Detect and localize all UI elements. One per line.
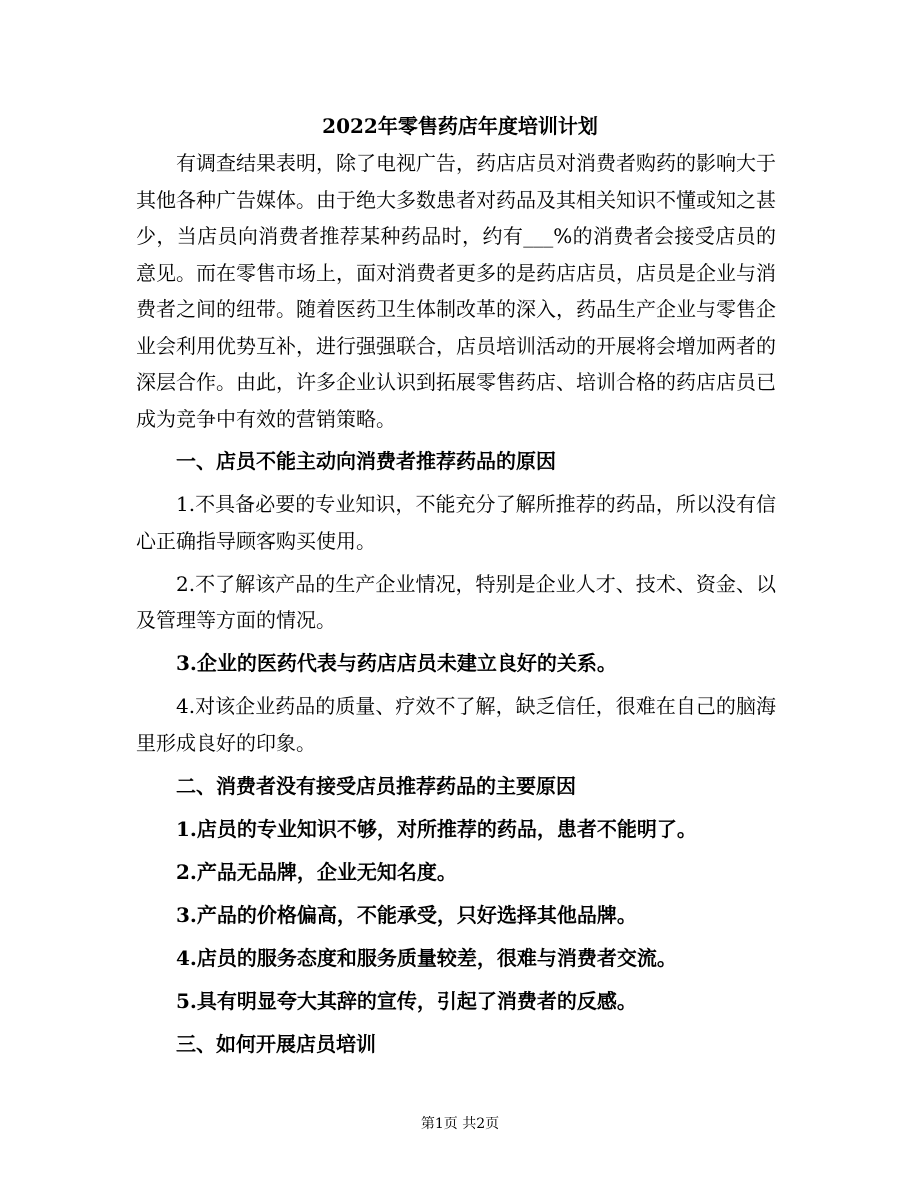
section-2-item-1: 1.店员的专业知识不够，对所推荐的药品，患者不能明了。	[176, 816, 697, 841]
section-1-item-1: 1.不具备必要的专业知识，不能充分了解所推荐的药品，所以没有信心正确指导顾客购买使用。	[136, 492, 776, 553]
document-title: 2022年零售药店年度培训计划	[322, 114, 598, 138]
page-number-footer: 第1页 共2页	[420, 1116, 500, 1132]
section-1-item-4: 4.对该企业药品的质量、疗效不了解，缺乏信任，很难在自己的脑海里形成良好的印象。	[136, 694, 776, 755]
section-1-heading: 一、店员不能主动向消费者推荐药品的原因	[176, 449, 556, 473]
section-2-item-2: 2.产品无品牌，企业无知名度。	[176, 859, 457, 884]
section-2-item-5: 5.具有明显夸大其辞的宣传，引起了消费者的反感。	[176, 988, 637, 1013]
section-2-item-4: 4.店员的服务态度和服务质量较差，很难与消费者交流。	[176, 945, 677, 970]
section-2-item-3: 3.产品的价格偏高，不能承受，只好选择其他品牌。	[176, 902, 637, 927]
section-3-heading: 三、如何开展店员培训	[176, 1031, 376, 1056]
intro-paragraph: 有调查结果表明，除了电视广告，药店店员对消费者购药的影响大于其他各种广告媒体。由于绝大多数患者对药品及其相关知识不懂或知之甚少，当店员向消费者推荐某种药品时，约有___%的消费者会接受店员的意见。而在零售市场上，面对消费者更多的是药店店员，店员是企业与消费者之间的纽带。随着医药卫生体制改革的深入，药品生产企业与零售企业会利用优势互补，进行强强联合，店员培训活动的开展将会增加两者的深层合作。由此，许多企业认识到拓展零售药店、培训合格的药店店员已成为竞争中有效的营销策略。	[136, 151, 776, 431]
section-1-item-3: 3.企业的医药代表与药店店员未建立良好的关系。	[176, 651, 617, 675]
section-2-heading: 二、消费者没有接受店员推荐药品的主要原因	[176, 773, 576, 798]
section-1-item-2: 2.不了解该产品的生产企业情况，特别是企业人才、技术、资金、以及管理等方面的情况。	[136, 571, 776, 632]
document-body	[136, 145, 776, 1062]
